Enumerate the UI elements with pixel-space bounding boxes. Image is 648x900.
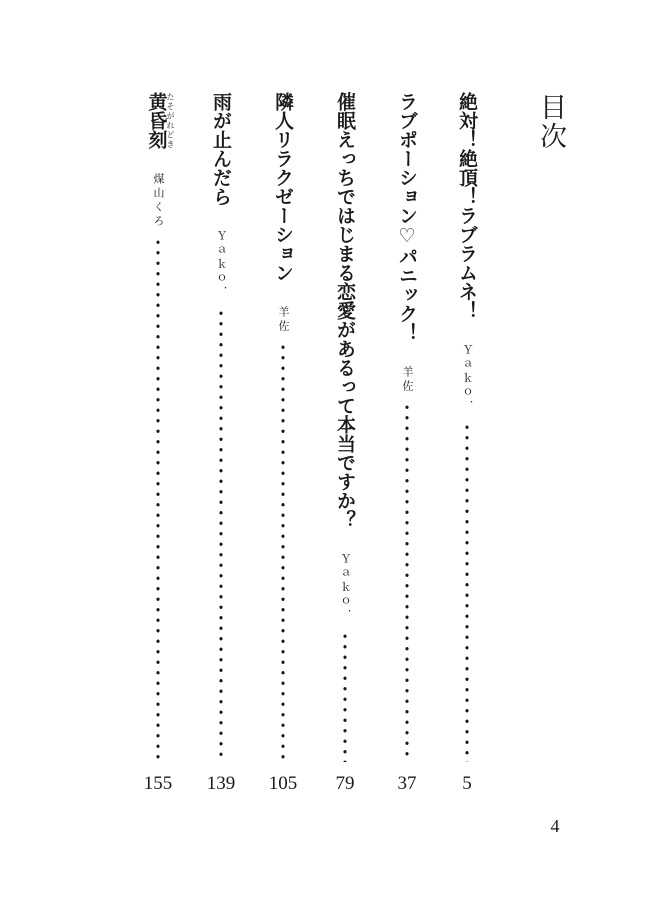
entry-author: 羊佐 (277, 306, 290, 334)
entry-page-number: 79 (335, 773, 355, 794)
entry-title: 雨が止んだら (210, 92, 232, 206)
toc-heading: 目次 (535, 93, 566, 151)
entry-author: 羊佐 (401, 366, 414, 394)
dot-leader (156, 237, 160, 762)
entry-title: ラブポーション♡パニック！ (396, 92, 418, 342)
entry-title: 絶対！絶頂！ラブラムネ！ (456, 92, 478, 320)
entry-author: Ｙａｋｏ． (339, 553, 352, 623)
entry-page-number: 5 (462, 773, 472, 794)
toc-entry (143, 92, 173, 762)
entry-title: 隣人リラクゼーション (272, 92, 294, 282)
entry-page-number: 105 (268, 773, 298, 794)
toc-entry (268, 92, 298, 762)
toc-entry (392, 92, 422, 762)
entry-author: Ｙａｋｏ． (215, 230, 228, 300)
toc-entry (452, 92, 482, 762)
entry-author: Ｙａｋｏ． (461, 344, 474, 414)
entry-title-ruby: たそがれどき (166, 92, 175, 149)
page-folio: 4 (550, 816, 560, 836)
entry-page-number: 139 (206, 773, 236, 794)
entry-page-number: 155 (143, 773, 173, 794)
dot-leader (219, 308, 223, 762)
dot-leader (465, 422, 469, 762)
entry-title (142, 92, 175, 149)
dot-leader (281, 342, 285, 762)
entry-page-number: 37 (397, 773, 417, 794)
toc-entry (206, 92, 236, 762)
entry-author: 煤山くろ (152, 173, 165, 229)
toc-entry (330, 92, 360, 762)
dot-leader (343, 631, 347, 762)
entry-title-text: 黄昏刻 (145, 92, 168, 149)
entry-title: 催眠えっちではじまる恋愛があるって本当ですか？ (334, 92, 356, 529)
dot-leader (405, 402, 409, 762)
